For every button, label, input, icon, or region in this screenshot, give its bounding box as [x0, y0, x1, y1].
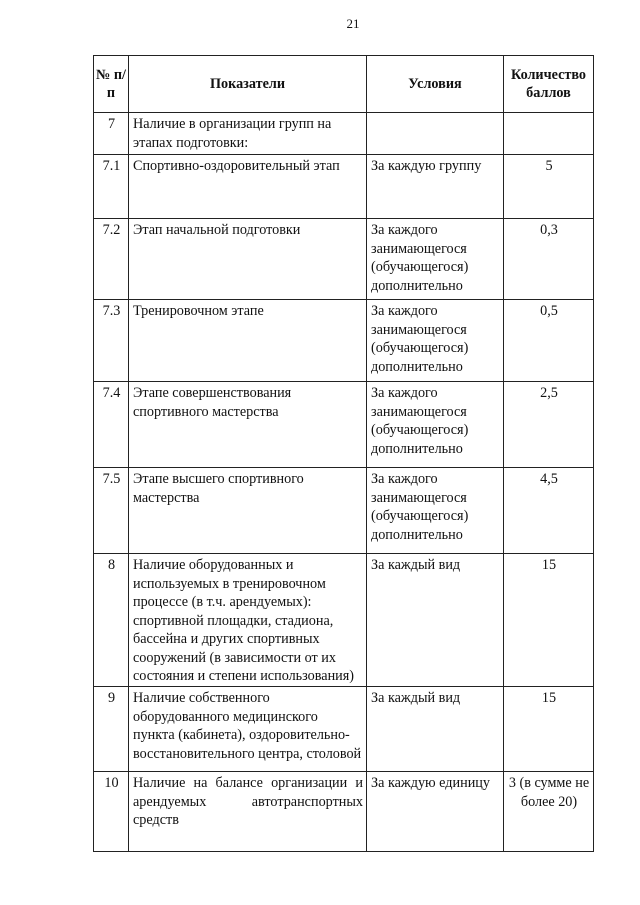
row-condition	[367, 113, 504, 155]
row-indicator: Наличие в организации групп на этапах подготовки:	[129, 113, 367, 155]
row-indicator: Наличие собственного оборудованного медицинского пункта (кабинета), оздоровительно-восстановительного центра, столовой	[129, 687, 367, 772]
row-indicator: Этапе совершенствования спортивного мастерства	[129, 382, 367, 468]
table-row	[94, 219, 594, 300]
table-row	[94, 687, 594, 772]
row-num: 7.5	[94, 468, 129, 554]
table-row	[94, 382, 594, 468]
row-indicator: Этапе высшего спортивного мастерства	[129, 468, 367, 554]
row-condition: За каждую группу	[367, 155, 504, 219]
row-score: 2,5	[504, 382, 594, 468]
row-num: 7.4	[94, 382, 129, 468]
header-conditions: Условия	[367, 56, 504, 113]
row-condition: За каждый вид	[367, 554, 504, 687]
row-num: 7.1	[94, 155, 129, 219]
row-num: 7	[94, 113, 129, 155]
row-score: 0,3	[504, 219, 594, 300]
row-indicator: Тренировочном этапе	[129, 300, 367, 382]
row-num: 9	[94, 687, 129, 772]
header-score: Количество баллов	[504, 56, 594, 113]
table-row	[94, 554, 594, 687]
row-condition: За каждый вид	[367, 687, 504, 772]
row-condition: За каждого занимающегося (обучающегося) дополнительно	[367, 219, 504, 300]
row-score: 4,5	[504, 468, 594, 554]
row-num: 8	[94, 554, 129, 687]
header-indicators: Показатели	[129, 56, 367, 113]
row-condition: За каждого занимающегося (обучающегося) дополнительно	[367, 468, 504, 554]
row-score: 3 (в сумме не более 20)	[504, 772, 594, 852]
row-score: 5	[504, 155, 594, 219]
row-indicator: Наличие на балансе организации и арендуемых автотранспортных средств	[129, 772, 367, 852]
row-num: 10	[94, 772, 129, 852]
table-row	[94, 300, 594, 382]
row-condition: За каждую единицу	[367, 772, 504, 852]
row-num: 7.2	[94, 219, 129, 300]
row-indicator: Этап начальной подготовки	[129, 219, 367, 300]
table-row	[94, 155, 594, 219]
row-score: 15	[504, 554, 594, 687]
row-num: 7.3	[94, 300, 129, 382]
row-condition: За каждого занимающегося (обучающегося) дополнительно	[367, 300, 504, 382]
page-number: 21	[346, 16, 360, 31]
row-indicator: Спортивно-оздоровительный этап	[129, 155, 367, 219]
row-indicator: Наличие оборудованных и используемых в тренировочном процессе (в т.ч. арендуемых): спортивной площадки, стадиона, бассейна и других спортивных сооружений (в зависимости от их состояния и степени использования)	[129, 554, 367, 687]
table-row	[94, 468, 594, 554]
indicators-table	[93, 55, 594, 852]
row-score: 0,5	[504, 300, 594, 382]
row-condition: За каждого занимающегося (обучающегося) дополнительно	[367, 382, 504, 468]
table-header-row	[94, 56, 594, 113]
row-score: 15	[504, 687, 594, 772]
row-score	[504, 113, 594, 155]
header-num: № п/п	[94, 56, 129, 113]
table-row	[94, 113, 594, 155]
table-row	[94, 772, 594, 852]
